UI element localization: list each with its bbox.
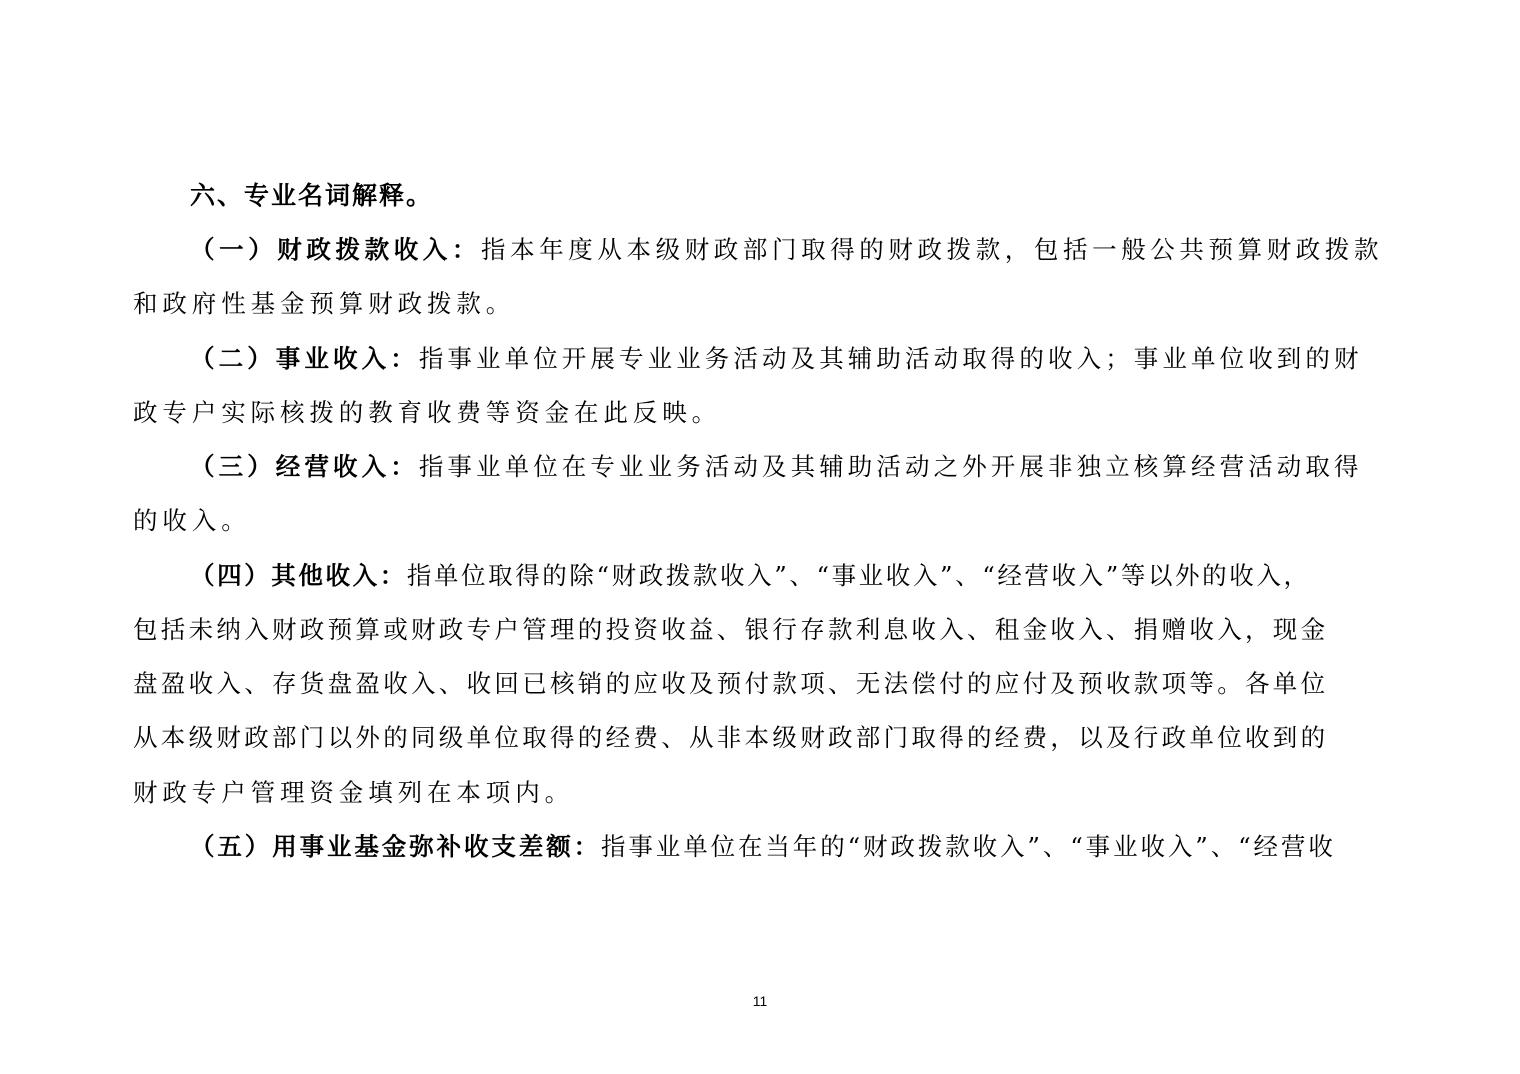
definition-text: 指单位取得的除“财政拨款收入”、“事业收入”、“经营收入”等以外的收入， [406,561,1311,590]
term-label: （三）经营收入： [190,452,419,481]
paragraph-line: 和政府性基金预算财政拨款。 [133,289,516,318]
paragraph-line: 财政专户管理资金填列在本项内。 [133,778,574,807]
paragraph-line [190,830,1450,864]
paragraph-line [190,559,1450,593]
definition-text: 指事业单位开展专业业务活动及其辅助活动取得的收入；事业单位收到的财 [418,344,1363,373]
term-label: （二）事业收入： [190,344,419,373]
paragraph-line: 包括未纳入财政预算或财政专户管理的投资收益、银行存款利息收入、租金收入、捐赠收入，现金 [133,615,1329,644]
paragraph-line: 从本级财政部门以外的同级单位取得的经费、从非本级财政部门取得的经费，以及行政单位收到的 [133,723,1329,752]
term-label: （四）其他收入： [190,561,407,590]
page-number: 11 [752,993,768,1009]
term-label: （一）财政拨款收入： [190,235,481,264]
paragraph-line: 的收入。 [133,506,251,535]
paragraph-line [190,342,1450,376]
paragraph-line [190,450,1450,484]
paragraph-line: 政专户实际核拨的教育收费等资金在此反映。 [133,398,721,427]
section-heading: 六、专业名词解释。 [190,181,434,210]
paragraph-line [190,233,1450,267]
definition-text: 指事业单位在当年的“财政拨款收入”、“事业收入”、“经营收 [601,832,1336,861]
definition-text: 指本年度从本级财政部门取得的财政拨款，包括一般公共预算财政拨款 [481,235,1384,264]
paragraph-line: 盘盈收入、存货盘盈收入、收回已核销的应收及预付款项、无法偿付的应付及预收款项等。各单位 [133,669,1329,698]
definition-text: 指事业单位在专业业务活动及其辅助活动之外开展非独立核算经营活动取得 [418,452,1363,481]
term-label: （五）用事业基金弥补收支差额： [190,832,601,861]
